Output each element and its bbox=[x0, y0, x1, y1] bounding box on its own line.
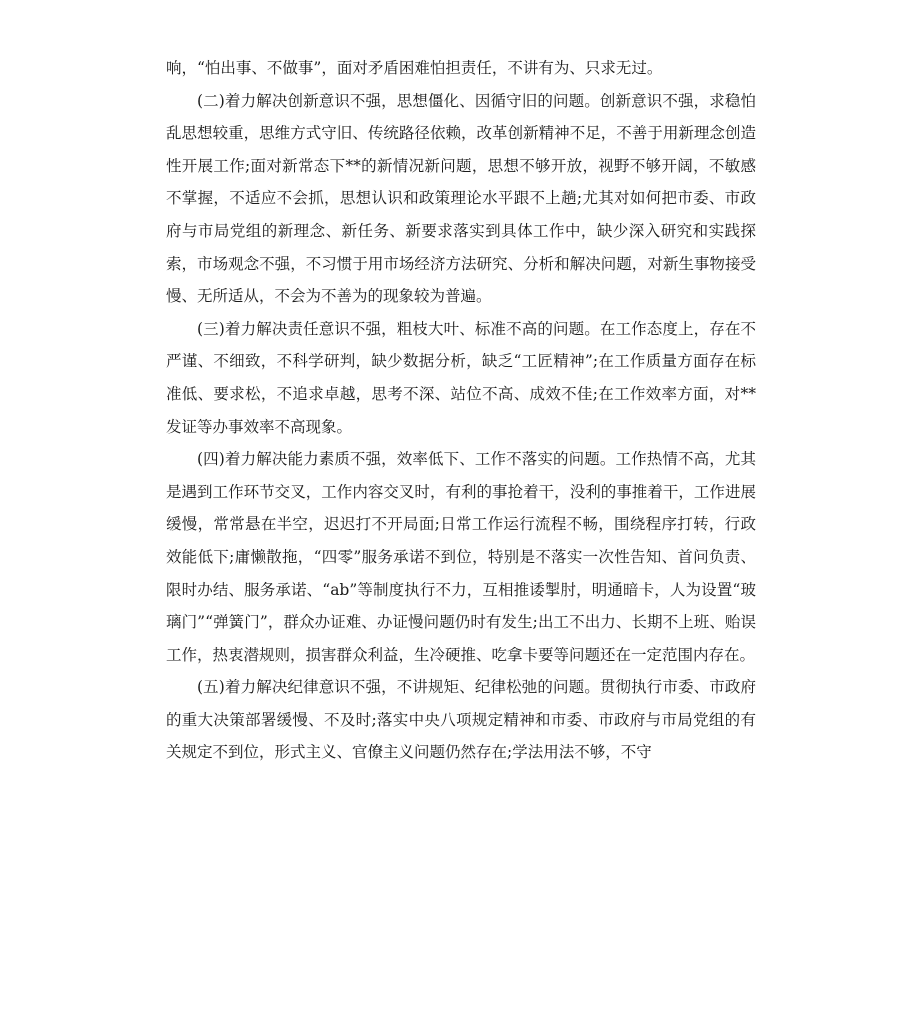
paragraph-responsibility: (三)着力解决责任意识不强，粗枝大叶、标准不高的问题。在工作态度上，存在不严谨、不细致，不科学研判，缺少数据分析，缺乏“工匠精神”;在工作质量方面存在标准低、要求松，不追求卓越，思考不深、站位不高、成效不佳;在工作效率方面，对**发证等办事效率不高现象。 bbox=[166, 319, 756, 436]
paragraph-innovation: (二)着力解决创新意识不强，思想僵化、因循守旧的问题。创新意识不强，求稳怕乱思想较重，思维方式守旧、传统路径依赖，改革创新精神不足，不善于用新理念创造性开展工作;面对新常态下**的新情况新问题，思想不够开放，视野不够开阔，不敏感不掌握，不适应不会抓，思想认识和政策理论水平跟不上趟;尤其对如何把市委、市政府与市局党组的新理念、新任务、新要求落实到具体工作中，缺少深入研究和实践探索，市场观念不强，不习惯于用市场经济方法研究、分析和解决问题，对新生事物接受慢、无所适从，不会为不善为的现象较为普遍。 bbox=[166, 91, 756, 306]
paragraph-continuation: 响，“怕出事、不做事”，面对矛盾困难怕担责任，不讲有为、只求无过。 bbox=[166, 59, 663, 77]
paragraph-ability: (四)着力解决能力素质不强，效率低下、工作不落实的问题。工作热情不高，尤其是遇到工作环节交叉，工作内容交叉时，有利的事抢着干，没利的事推着干，工作进展缓慢，常常悬在半空，迟迟打不开局面;日常工作运行流程不畅，围绕程序打转，行政效能低下;庸懒散拖，“四零”服务承诺不到位，特别是不落实一次性告知、首问负责、限时办结、服务承诺、“ab”等制度执行不力，互相推诿掣肘，明通暗卡，人为设置“玻璃门”“弹簧门”，群众办证难、办证慢问题仍时有发生;出工不出力、长期不上班、贻误工作，热衷潜规则，损害群众利益，生冷硬推、吃拿卡要等问题还在一定范围内存在。 bbox=[166, 450, 756, 664]
body-text bbox=[166, 52, 756, 769]
paragraph-discipline: (五)着力解决纪律意识不强，不讲规矩、纪律松弛的问题。贯彻执行市委、市政府的重大决策部署缓慢、不及时;落实中央八项规定精神和市委、市政府与市局党组的有关规定不到位，形式主义、官僚主义问题仍然存在;学法用法不够，不守 bbox=[166, 678, 756, 762]
